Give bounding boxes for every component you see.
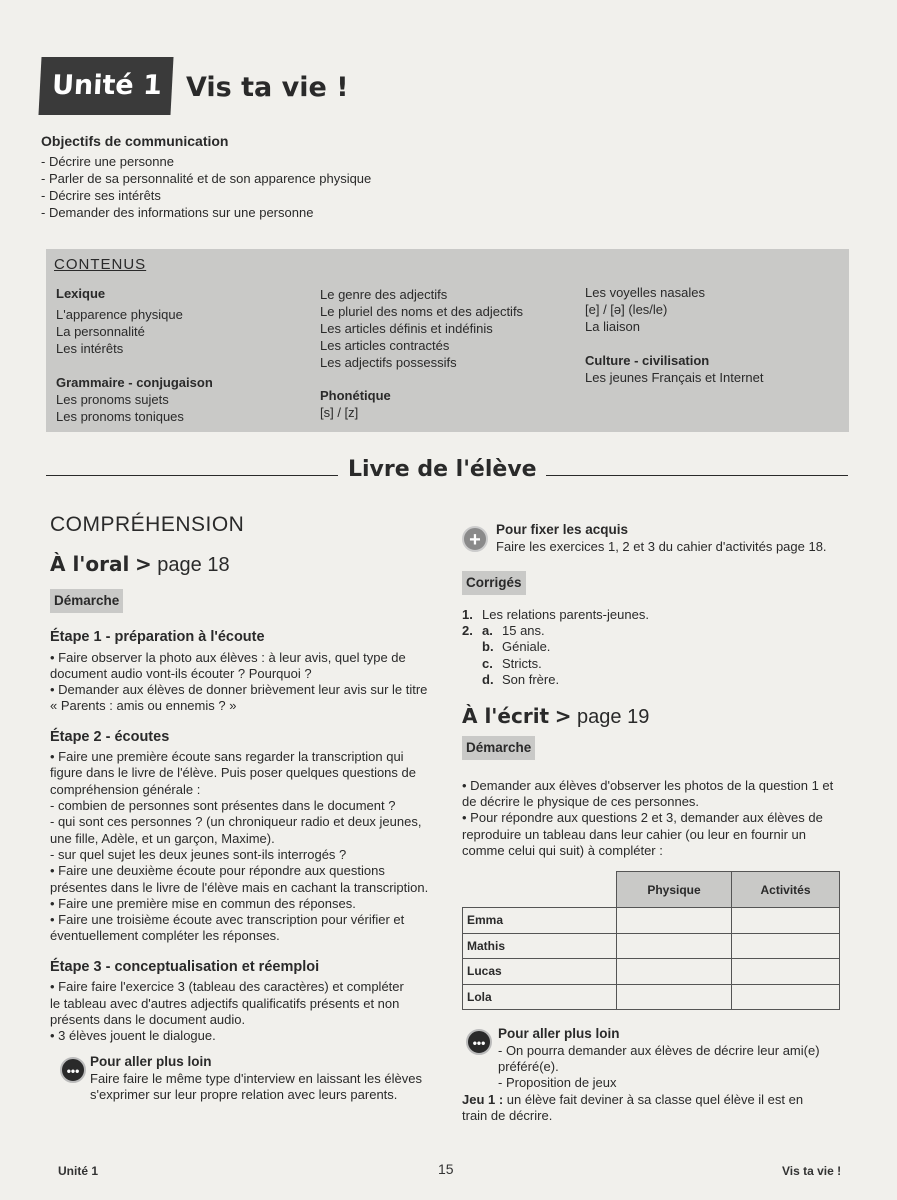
livre-title: Livre de l'élève: [348, 457, 537, 482]
contenus-item: Le genre des adjectifs: [320, 287, 448, 302]
text-line: - qui sont ces personnes ? (un chroniqueur radio et deux jeunes,: [50, 814, 422, 830]
table-row: [463, 908, 840, 934]
demarche-badge: Démarche: [50, 589, 123, 613]
text-line: - combien de personnes sont présentes dans le document ?: [50, 798, 396, 814]
text-line: • Faire une troisième écoute avec transcription pour vérifier et: [50, 912, 405, 928]
contenus-item: Le pluriel des noms et des adjectifs: [320, 304, 524, 319]
text-line: éventuellement compléter les réponses.: [50, 928, 280, 944]
contenus-item: Les adjectifs possessifs: [320, 355, 457, 370]
contenus-title: CONTENUS: [54, 256, 147, 273]
table-cell-name: Emma: [463, 908, 617, 934]
objectives-title: Objectifs de communication: [41, 133, 229, 149]
answers-list: [462, 607, 847, 688]
etape-3-title: Étape 3 - conceptualisation et réemploi: [50, 958, 320, 975]
phonetique-item: [s] / [z]: [320, 405, 359, 420]
unit-title: Vis ta vie !: [186, 72, 349, 103]
objective-item: - Demander des informations sur une personne: [41, 205, 314, 220]
left-column: [50, 515, 430, 1104]
text-line: • Demander aux élèves d'observer les photos de la question 1 et: [462, 777, 834, 793]
text-line: reproduire un tableau dans leur cahier (ou leur en fournir un: [462, 826, 806, 842]
unit-badge: Unité 1: [38, 57, 173, 115]
table-header-row: [463, 872, 840, 908]
text-line: le tableau avec d'autres adjectifs qualificatifs présents et non: [50, 995, 400, 1011]
answer-item: c. Stricts.: [482, 655, 542, 671]
table-row: [463, 984, 840, 1010]
text-line: document audio vont-ils écouter ? Pourquoi ?: [50, 665, 312, 681]
description-table: [462, 871, 840, 1010]
lexique-item: La personnalité: [56, 324, 145, 339]
oral-title: À l'oral: [50, 551, 130, 576]
right-column: [462, 522, 847, 1124]
table-cell-name: Mathis: [463, 933, 617, 959]
footer-unit: Unité 1: [58, 1164, 99, 1178]
divider-left: [46, 475, 338, 476]
table-row: [463, 959, 840, 985]
text-line: • Demander aux élèves de donner brièvement leur avis sur le titre: [50, 682, 428, 698]
answer-item: 2. a. 15 ans.: [462, 623, 545, 639]
text-line: • Faire faire l'exercice 3 (tableau des caractères) et compléter: [50, 979, 404, 995]
contenus-item: [e] / [ə] (les/le): [585, 302, 668, 317]
answer-item: b. Géniale.: [482, 639, 551, 655]
contenus-col-1: [56, 285, 311, 425]
ecrit-page: page 19: [577, 706, 650, 729]
text-line: - On pourra demander aux élèves de décrire leur ami(e): [498, 1042, 820, 1058]
text-line: compréhension générale :: [50, 781, 201, 797]
jeu-label: Jeu 1 :: [462, 1091, 504, 1107]
acquis-title: Pour fixer les acquis: [496, 522, 629, 537]
grammaire-title: Grammaire - conjugaison: [56, 375, 213, 390]
contenus-item: Les articles contractés: [320, 338, 450, 353]
objectives-list: [41, 153, 461, 221]
text-line: • Faire une première mise en commun des réponses.: [50, 895, 356, 911]
lexique-item: L'apparence physique: [56, 307, 183, 322]
grammaire-item: Les pronoms toniques: [56, 409, 184, 424]
text-line: comme celui qui suit) à compléter :: [462, 842, 663, 858]
etape-3-text: [50, 979, 430, 1044]
objectives-block: [41, 132, 461, 221]
text-line: • Pour répondre aux questions 2 et 3, demander aux élèves de: [462, 810, 823, 826]
contenus-item: Les articles définis et indéfinis: [320, 321, 493, 336]
table-cell-name: Lucas: [463, 959, 617, 985]
more-dots-icon: •••: [466, 1029, 492, 1055]
comprehension-title: COMPRÉHENSION: [50, 513, 245, 536]
contenus-col-2: [320, 286, 575, 421]
answer-item: 1. Les relations parents-jeunes.: [462, 606, 649, 622]
ecrit-heading: [462, 704, 847, 729]
aller-plus-loin-tip: [462, 1026, 847, 1091]
contenus-item: La liaison: [585, 319, 640, 334]
text-line: - sur quel sujet les deux jeunes sont-ils interrogés ?: [50, 846, 347, 862]
etape-2-title: Étape 2 - écoutes: [50, 728, 170, 745]
text-line: - Proposition de jeux: [498, 1075, 617, 1091]
table-row: [463, 933, 840, 959]
etape-1-text: [50, 650, 430, 715]
demarche-badge: Démarche: [462, 736, 535, 760]
contenus-col-3: [585, 284, 840, 386]
corriges-badge: Corrigés: [462, 571, 526, 595]
tip-title: Pour aller plus loin: [498, 1026, 620, 1042]
objective-item: - Décrire ses intérêts: [41, 188, 161, 203]
contenus-box: [46, 249, 849, 432]
etape-1-title: Étape 1 - préparation à l'écoute: [50, 629, 265, 645]
text-line: figure dans le livre de l'élève. Puis poser quelques questions de: [50, 765, 416, 781]
divider-right: [546, 475, 848, 476]
lexique-item: Les intérêts: [56, 341, 124, 356]
text-line: présentes dans le livre de l'élève mais en cachant la transcription.: [50, 879, 429, 895]
table-header: Activités: [732, 872, 840, 908]
tip-title: Pour aller plus loin: [90, 1054, 212, 1070]
chevron-right-icon: >: [134, 551, 152, 576]
page-number: 15: [438, 1161, 454, 1177]
culture-title: Culture - civilisation: [585, 353, 710, 368]
aller-plus-loin-tip: [50, 1054, 430, 1103]
phonetique-title: Phonétique: [320, 388, 391, 403]
text-line: s'exprimer sur leur propre relation avec leurs parents.: [90, 1087, 398, 1103]
table-header: Physique: [617, 872, 732, 908]
grammaire-item: Les pronoms sujets: [56, 392, 169, 407]
text-line: préféré(e).: [498, 1059, 559, 1075]
text-line: de décrire le physique de ces personnes.: [462, 794, 700, 810]
text-line: • Faire une deuxième écoute pour répondre aux questions: [50, 863, 385, 879]
ecrit-title: À l'écrit: [462, 704, 550, 729]
plus-icon: +: [462, 526, 488, 552]
objective-item: - Parler de sa personnalité et de son apparence physique: [41, 171, 372, 186]
answer-item: d. Son frère.: [482, 671, 560, 687]
text-line: • 3 élèves jouent le dialogue.: [50, 1028, 216, 1044]
footer-title: Vis ta vie !: [782, 1164, 842, 1178]
jeu-text: Jeu 1 : un élève fait deviner à sa classe quel élève il est en: [462, 1091, 804, 1107]
fixer-acquis-tip: [462, 522, 847, 555]
acquis-text: Faire les exercices 1, 2 et 3 du cahier d'activités page 18.: [496, 538, 827, 554]
oral-page: page 18: [157, 553, 230, 576]
lexique-title: Lexique: [56, 286, 106, 301]
culture-item: Les jeunes Français et Internet: [585, 370, 764, 385]
text-line: une fille, Adèle, et un garçon, Maxime).: [50, 830, 275, 846]
ecrit-text: [462, 778, 847, 859]
objective-item: - Décrire une personne: [41, 154, 174, 169]
chevron-right-icon: >: [554, 704, 572, 729]
text-line: • Faire une première écoute sans regarder la transcription qui: [50, 749, 404, 765]
oral-heading: [50, 551, 430, 576]
etape-2-text: [50, 749, 430, 945]
more-dots-icon: •••: [60, 1057, 86, 1083]
text-line: Faire faire le même type d'interview en laissant les élèves: [90, 1070, 422, 1086]
text-line: • Faire observer la photo aux élèves : à leur avis, quel type de: [50, 649, 406, 665]
text-line: train de décrire.: [462, 1107, 553, 1123]
text-line: présents dans le document audio.: [50, 1011, 246, 1027]
table-cell-name: Lola: [463, 984, 617, 1010]
contenus-item: Les voyelles nasales: [585, 285, 705, 300]
text-line: « Parents : amis ou ennemis ? »: [50, 698, 237, 714]
